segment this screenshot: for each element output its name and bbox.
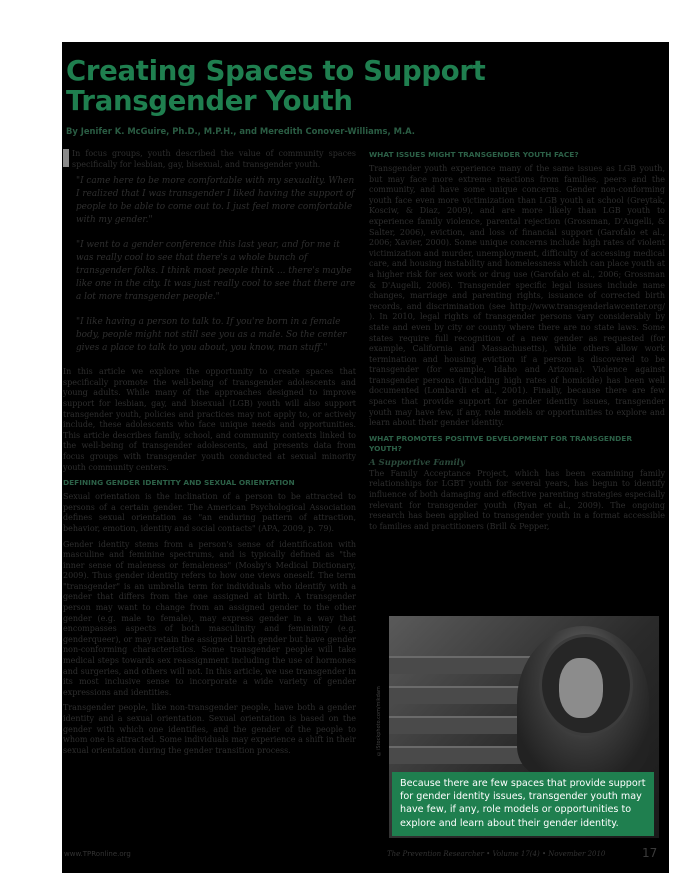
article-byline: By Jenifer K. McGuire, Ph.D., M.P.H., and Meredith Conover-Williams, M.A. bbox=[66, 126, 415, 136]
intro-paragraph: In focus groups, youth described the value of community spaces specifically for lesbian, gay, bisexual, and transgender youth. bbox=[63, 149, 356, 170]
title-line-2: Transgender Youth bbox=[66, 85, 353, 117]
body-paragraph: Transgender people, like non-transgender people, have both a gender identity and a sexual orientation. Sexual orientation is based on the gender with which one identifies, and the gender of the people to whom one is attracted. Some individuals may experience a shift in their sexual orientation during the gender transition process. bbox=[63, 703, 356, 755]
youth-quote-3: "I like having a person to talk to. If you're born in a female body, people might not still see you as a male. So the center gives a place to talk to you about, you know, man stuff." bbox=[76, 317, 347, 354]
right-column bbox=[369, 149, 665, 537]
pull-quote-callout: Because there are few spaces that provide support for gender identity issues, transgender youth may have few, if any, role models or opportunities to explore and learn about their gender identity. bbox=[392, 772, 654, 836]
title-line-1: Creating Spaces to Support bbox=[66, 55, 486, 87]
youth-quote-2: "I went to a gender conference this last year, and for me it was really cool to see that there's a whole bunch of transgender folks. I think most people think ... there's maybe like one in the city. It was just really cool to see that there are a lot more transgender people." bbox=[76, 240, 356, 303]
section-heading: WHAT PROMOTES POSITIVE DEVELOPMENT FOR TRANSGENDER YOUTH? bbox=[369, 433, 633, 453]
subsection-heading: A Supportive Family bbox=[369, 457, 465, 468]
face-shape bbox=[559, 658, 603, 718]
article-page bbox=[62, 42, 669, 873]
stair-step bbox=[389, 656, 539, 674]
section-heading: DEFINING GENDER IDENTITY AND SEXUAL ORIENTATION bbox=[63, 478, 295, 488]
section-heading: WHAT ISSUES MIGHT TRANSGENDER YOUTH FACE? bbox=[369, 150, 579, 159]
body-paragraph: Gender identity stems from a person's sense of identification with masculine and feminine spectrums, and is typically defined as "the inner sense of maleness or femaleness" (Mosby's Medical Dictionary, 2009). Thus gender identity refers to how one views oneself. The term "transgender" is an umbrella term for individuals who identify with a gender that differs from the one assigned at birth. A transgender person may want to change from an assigned gender to the other gender (e.g. male to female), may express gender in a way that encompasses aspects of both masculinity and femininity (e.g. genderqueer), or may retain the assigned birth gender but have gender non-conforming characteristics. Some transgender people will take medical steps towards sex reassignment including the use of hormones and surgeries, and others will not. In this article, we use transgender in its most inclusive sense to incorporate a wide variety of gender expressions and identities. bbox=[63, 539, 356, 697]
photo-credit: ©iStockphoto.com/mikdam bbox=[376, 686, 382, 756]
page-number: 17 bbox=[642, 846, 658, 860]
body-paragraph: Sexual orientation is the inclination of a person to be attracted to persons of a certain gender. The American Psychological Association defines sexual orientation as "an enduring pattern of attraction, behavior, emotion, identity and social contacts" (APA, 2009, p. 79). bbox=[63, 492, 356, 533]
drop-cap-marker bbox=[63, 149, 69, 167]
footer-publication: The Prevention Researcher • Volume 17(4) • November 2010 bbox=[387, 850, 606, 858]
article-title bbox=[66, 56, 666, 116]
body-paragraph: Transgender youth experience many of the same issues as LGB youth, but may face more extreme reactions from families, peers and the community, and have some unique concerns. Gender non-conforming youth face even more victimization than LGB youth at school (Greytak, Kosciw, & Diaz, 2009), and are more likely than LGB youth to experience family violence, parental rejection (Grossman, D'Augelli, & Salter, 2006), eviction, and loss of financial support (Garofalo et al., 2006; Xavier, 2000). Some unique concerns include high rates of violent victimization and murder, unemployment, difficulty of accessing medical care, and housing instability and homelessness which can place youth at a higher risk for sex work or drug use (Garofalo et al., 2006; Grossman & D'Augelli, 2006). Transgender specific legal issues include name changes, marriage and parenting rights, issuance of corrected birth records, and discrimination (see http://www.transgenderlawcenter.org/ ). In 2010, legal rights of transgender persons vary considerably by state and even by city or county where there are no state laws. Some states require full recognition of a new gender as requested (for example, California and Massachusetts), while others allow work termination and housing eviction if a person is discovered to be transgender (for example, Idaho and Arizona). Violence against transgender persons (including high rates of homicide) has been well documented (Lombardi et al., 2001). Finally, because there are few spaces that provide support for gender identity issues, transgender youth may have few, if any, role models or opportunities to explore and learn about their gender identity. bbox=[369, 164, 665, 428]
body-paragraph: The Family Acceptance Project, which has been examining family relationships for LGBT youth for several years, has begun to identify influence of both damaging and effective parenting strategies especially relevant for transgender youth (Ryan et al., 2009). The ongoing research has been applied to transgender youth in a format accessible to families and practitioners (Brill & Pepper, bbox=[369, 468, 665, 531]
body-paragraph: In this article we explore the opportunity to create spaces that specifically promote the well-being of transgender adolescents and young adults. While many of the approaches designed to improve support for lesbian, gay, and bisexual (LGB) youth will also support transgender youth, policies and practices may not apply to, or actively include, these adolescents who face unique needs and opportunities. This article describes family, school, and community contexts linked to the well-being of transgender adolescents, and presents data from focus groups with transgender youth conducted at sexual minority youth community centers. bbox=[63, 367, 356, 472]
left-column bbox=[63, 149, 356, 761]
footer-website: www.TPRonline.org bbox=[64, 850, 131, 858]
youth-quote-1: "I came here to be more comfortable with my sexuality. When I realized that I was transgender I liked having the support of people to be able to come out to. I just feel more comfortable with my gender." bbox=[76, 176, 355, 226]
